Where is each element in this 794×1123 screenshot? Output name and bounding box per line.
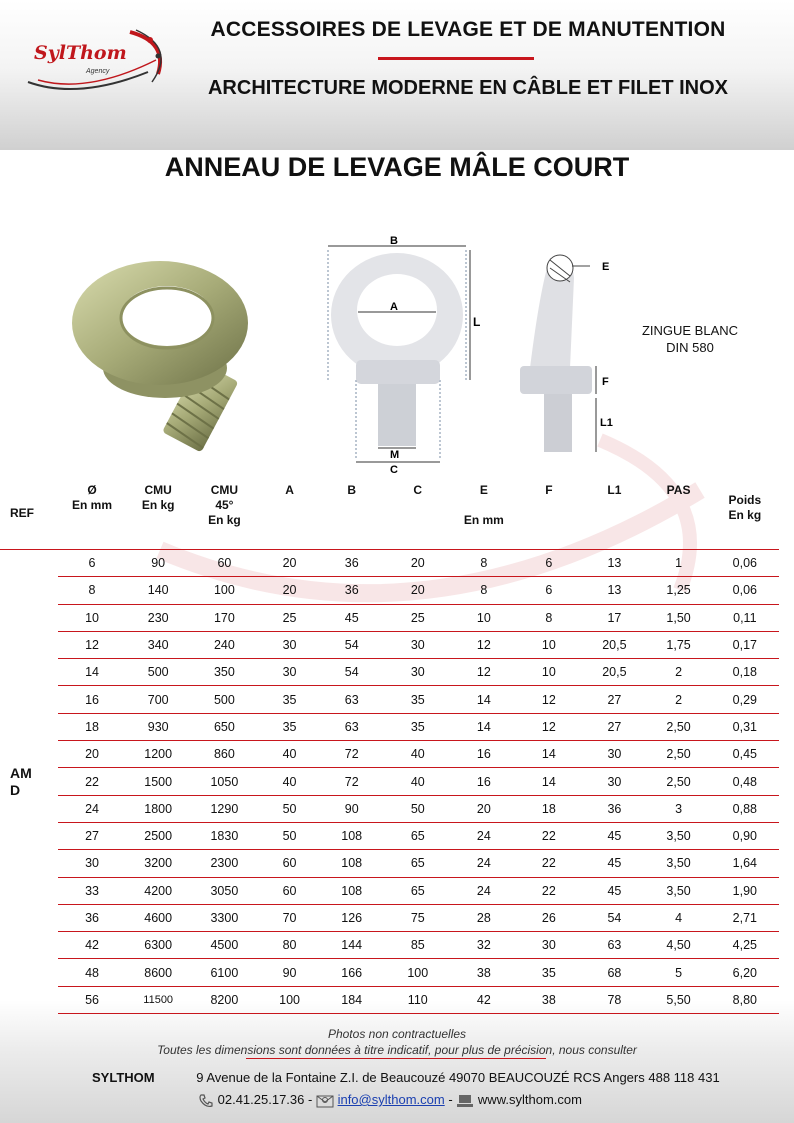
- table-cell: 8,80: [711, 986, 779, 1013]
- table-cell: 108: [320, 822, 383, 849]
- company-name: SYLTHOM: [92, 1070, 155, 1085]
- table-cell: 63: [320, 686, 383, 713]
- table-cell: 2500: [127, 822, 190, 849]
- table-cell: 12: [452, 631, 515, 658]
- column-header-line: En kg: [208, 513, 241, 527]
- table-cell: 1290: [190, 795, 259, 822]
- column-header: [711, 477, 779, 550]
- table-row: [0, 932, 779, 959]
- column-header-line: Poids: [728, 493, 762, 507]
- table-cell: 70: [259, 904, 320, 931]
- table-cell: 12: [452, 659, 515, 686]
- company-address: 9 Avenue de la Fontaine Z.I. de Beaucouzé 49070 BEAUCOUZÉ RCS Angers 488 118 431: [196, 1070, 720, 1085]
- dim-label-b: B: [390, 235, 398, 247]
- table-cell: 36: [320, 550, 383, 577]
- table-cell: 2300: [190, 850, 259, 877]
- table-cell: 90: [127, 550, 190, 577]
- table-cell: 72: [320, 768, 383, 795]
- table-row: [0, 768, 779, 795]
- side-dimension-diagram: [510, 248, 625, 458]
- table-cell: 4600: [127, 904, 190, 931]
- table-cell: 14: [515, 741, 582, 768]
- table-cell: 24: [452, 877, 515, 904]
- dim-label-a: A: [390, 301, 398, 313]
- column-header-line: E: [479, 483, 488, 497]
- column-header: [452, 477, 515, 550]
- contact-line: [198, 1092, 582, 1108]
- table-cell: 68: [582, 959, 646, 986]
- table-cell: 26: [515, 904, 582, 931]
- table-cell: 650: [190, 713, 259, 740]
- table-cell: 65: [383, 877, 452, 904]
- table-cell: 30: [383, 631, 452, 658]
- table-cell: 10: [515, 631, 582, 658]
- table-cell: 25: [259, 604, 320, 631]
- table-cell: 17: [582, 604, 646, 631]
- dim-label-l1: L1: [600, 417, 613, 429]
- table-row: [0, 577, 779, 604]
- table-cell: 10: [58, 604, 127, 631]
- table-cell: 170: [190, 604, 259, 631]
- table-cell: 16: [58, 686, 127, 713]
- table-cell: 38: [452, 959, 515, 986]
- dim-label-f: F: [602, 376, 609, 388]
- table-cell: 33: [58, 877, 127, 904]
- table-cell: 8200: [190, 986, 259, 1013]
- table-row: [0, 659, 779, 686]
- table-cell: 126: [320, 904, 383, 931]
- table-cell: 40: [259, 768, 320, 795]
- table-cell: 2,71: [711, 904, 779, 931]
- column-header-line: B: [347, 483, 357, 497]
- dim-label-e: E: [602, 261, 610, 273]
- phone-icon: [198, 1094, 214, 1108]
- table-row: [0, 604, 779, 631]
- table-cell: 72: [320, 741, 383, 768]
- table-cell: 16: [452, 768, 515, 795]
- table-cell: 4500: [190, 932, 259, 959]
- table-cell: 65: [383, 822, 452, 849]
- table-cell: 50: [383, 795, 452, 822]
- table-cell: 110: [383, 986, 452, 1013]
- table-cell: 1,75: [646, 631, 710, 658]
- table-cell: 30: [515, 932, 582, 959]
- table-cell: 40: [383, 768, 452, 795]
- table-cell: 0,88: [711, 795, 779, 822]
- table-cell: 22: [515, 877, 582, 904]
- table-cell: 35: [515, 959, 582, 986]
- table-cell: 184: [320, 986, 383, 1013]
- header-line-2: ARCHITECTURE MODERNE EN CÂBLE ET FILET INOX: [207, 77, 728, 99]
- table-cell: 0,06: [711, 550, 779, 577]
- column-header-line: En mm: [463, 513, 504, 527]
- table-cell: 20: [259, 577, 320, 604]
- column-header-line: 45°: [215, 498, 234, 512]
- table-cell: 20: [383, 577, 452, 604]
- table-cell: 8: [58, 577, 127, 604]
- table-cell: 6: [515, 550, 582, 577]
- dim-label-m: M: [390, 449, 400, 461]
- table-row: [0, 741, 779, 768]
- table-cell: 10: [515, 659, 582, 686]
- table-cell: 140: [127, 577, 190, 604]
- page-title: ANNEAU DE LEVAGE MÂLE COURT: [164, 152, 630, 182]
- table-cell: 18: [515, 795, 582, 822]
- table-header-row: [0, 477, 779, 550]
- phone-number: 02.41.25.17.36 -: [217, 1092, 313, 1107]
- table-cell: 1,25: [646, 577, 710, 604]
- table-cell: 0,06: [711, 577, 779, 604]
- table-cell: 1,90: [711, 877, 779, 904]
- table-cell: 0,29: [711, 686, 779, 713]
- column-header: [320, 477, 383, 550]
- table-cell: 22: [515, 822, 582, 849]
- table-cell: 1: [646, 550, 710, 577]
- ref-part: D: [10, 781, 21, 798]
- column-header: [515, 477, 582, 550]
- eye-bolt-photo: [55, 248, 270, 453]
- finish-line-2: DIN 580: [666, 340, 714, 355]
- header-line-1: ACCESSOIRES DE LEVAGE ET DE MANUTENTION: [210, 18, 726, 41]
- table-cell: 0,17: [711, 631, 779, 658]
- table-cell: 54: [320, 631, 383, 658]
- table-cell: 18: [58, 713, 127, 740]
- table-cell: 13: [582, 577, 646, 604]
- table-row: [0, 822, 779, 849]
- company-address-line: [92, 1070, 720, 1085]
- table-cell: 6300: [127, 932, 190, 959]
- table-cell: 2: [646, 686, 710, 713]
- table-cell: 42: [452, 986, 515, 1013]
- table-cell: 1,50: [646, 604, 710, 631]
- table-cell: 22: [58, 768, 127, 795]
- table-cell: 24: [452, 822, 515, 849]
- header-divider: [378, 57, 534, 60]
- table-cell: 1050: [190, 768, 259, 795]
- table-cell: 144: [320, 932, 383, 959]
- table-cell: 3,50: [646, 822, 710, 849]
- table-cell: 1500: [127, 768, 190, 795]
- footer-divider: [246, 1058, 546, 1059]
- table-cell: 0,11: [711, 604, 779, 631]
- table-cell: 700: [127, 686, 190, 713]
- table-cell: 14: [515, 768, 582, 795]
- table-cell: 75: [383, 904, 452, 931]
- table-cell: 8: [452, 550, 515, 577]
- table-cell: 78: [582, 986, 646, 1013]
- table-cell: 1830: [190, 822, 259, 849]
- table-cell: 12: [515, 713, 582, 740]
- logo-text: SylThom: [34, 42, 127, 64]
- table-cell: 4,25: [711, 932, 779, 959]
- mail-icon: [316, 1094, 334, 1108]
- column-header-line: [452, 498, 515, 513]
- table-cell: 60: [259, 850, 320, 877]
- table-cell: 0,18: [711, 659, 779, 686]
- table-cell: 3,50: [646, 850, 710, 877]
- column-header-line: A: [285, 483, 294, 497]
- table-cell: 35: [383, 713, 452, 740]
- table-cell: 50: [259, 795, 320, 822]
- table-cell: 80: [259, 932, 320, 959]
- table-cell: 30: [582, 741, 646, 768]
- column-header: [127, 477, 190, 550]
- table-cell: 27: [58, 822, 127, 849]
- front-dimension-diagram: [322, 230, 490, 475]
- table-cell: 13: [582, 550, 646, 577]
- table-cell: 35: [383, 686, 452, 713]
- table-cell: 85: [383, 932, 452, 959]
- table-cell: 30: [582, 768, 646, 795]
- table-cell: 12: [515, 686, 582, 713]
- table-cell: 500: [190, 686, 259, 713]
- table-cell: 0,48: [711, 768, 779, 795]
- column-header: [259, 477, 320, 550]
- table-cell: 45: [582, 822, 646, 849]
- website: www.sylthom.com: [477, 1092, 582, 1107]
- ref-part: AM: [10, 764, 32, 781]
- table-cell: 2: [646, 659, 710, 686]
- table-cell: 8: [515, 604, 582, 631]
- column-header-line: PAS: [666, 483, 691, 497]
- table-cell: 50: [259, 822, 320, 849]
- table-cell: 14: [452, 713, 515, 740]
- column-header: [190, 477, 259, 550]
- table-cell: 30: [58, 850, 127, 877]
- table-cell: 3,50: [646, 877, 710, 904]
- ref-cell: [0, 550, 58, 1014]
- table-cell: 56: [58, 986, 127, 1013]
- table-cell: 45: [582, 877, 646, 904]
- column-header-line: CMU: [144, 483, 172, 497]
- table-cell: 35: [259, 686, 320, 713]
- table-cell: 100: [383, 959, 452, 986]
- table-cell: 100: [190, 577, 259, 604]
- column-header: [383, 477, 452, 550]
- disclaimer-dimensions: Toutes les dimensions sont données à titre indicatif, pour plus de précision, nous consulter: [157, 1043, 637, 1057]
- table-cell: 0,90: [711, 822, 779, 849]
- table-cell: 11500: [127, 986, 190, 1013]
- computer-icon: [456, 1094, 474, 1108]
- column-header-line: L1: [607, 483, 622, 497]
- table-cell: 20: [259, 550, 320, 577]
- table-cell: 3300: [190, 904, 259, 931]
- table-cell: 100: [259, 986, 320, 1013]
- finish-spec: [640, 322, 740, 356]
- dim-label-c: C: [390, 464, 398, 475]
- column-header-line: En kg: [141, 498, 175, 512]
- table-cell: 14: [58, 659, 127, 686]
- table-cell: 8600: [127, 959, 190, 986]
- table-cell: 45: [320, 604, 383, 631]
- table-cell: 30: [383, 659, 452, 686]
- table-cell: 63: [582, 932, 646, 959]
- table-cell: 20: [58, 741, 127, 768]
- logo-subtitle: Agency: [86, 68, 110, 75]
- table-row: [0, 877, 779, 904]
- table-cell: 2,50: [646, 768, 710, 795]
- table-cell: 36: [582, 795, 646, 822]
- table-cell: 2,50: [646, 741, 710, 768]
- table-cell: 3: [646, 795, 710, 822]
- table-cell: 108: [320, 850, 383, 877]
- table-cell: 500: [127, 659, 190, 686]
- table-row: [0, 904, 779, 931]
- table-cell: 27: [582, 686, 646, 713]
- dim-label-l: L: [473, 315, 481, 329]
- table-row: [0, 631, 779, 658]
- table-cell: 5,50: [646, 986, 710, 1013]
- column-header-line: C: [413, 483, 423, 497]
- table-cell: 1200: [127, 741, 190, 768]
- table-cell: 108: [320, 877, 383, 904]
- table-cell: 10: [452, 604, 515, 631]
- table-cell: 14: [452, 686, 515, 713]
- table-cell: 54: [582, 904, 646, 931]
- table-row: [0, 686, 779, 713]
- column-header-line: En kg: [728, 508, 762, 522]
- table-cell: 350: [190, 659, 259, 686]
- table-cell: 30: [259, 631, 320, 658]
- table-cell: 0,31: [711, 713, 779, 740]
- table-row: [0, 550, 779, 577]
- table-cell: 4,50: [646, 932, 710, 959]
- table-cell: 28: [452, 904, 515, 931]
- table-cell: 24: [58, 795, 127, 822]
- table-cell: 6: [515, 577, 582, 604]
- column-header: [582, 477, 646, 550]
- table-row: [0, 850, 779, 877]
- table-row: [0, 713, 779, 740]
- table-cell: 6,20: [711, 959, 779, 986]
- column-header: [58, 477, 127, 550]
- table-cell: 6100: [190, 959, 259, 986]
- table-cell: 25: [383, 604, 452, 631]
- table-cell: 2,50: [646, 713, 710, 740]
- table-cell: 32: [452, 932, 515, 959]
- table-cell: 230: [127, 604, 190, 631]
- table-body: [0, 550, 779, 1014]
- table-cell: 860: [190, 741, 259, 768]
- table-row: [0, 986, 779, 1013]
- table-cell: 90: [259, 959, 320, 986]
- table-cell: 38: [515, 986, 582, 1013]
- table-cell: 0,45: [711, 741, 779, 768]
- table-cell: 60: [190, 550, 259, 577]
- table-cell: 24: [452, 850, 515, 877]
- table-cell: 16: [452, 741, 515, 768]
- table-cell: 35: [259, 713, 320, 740]
- table-cell: 22: [515, 850, 582, 877]
- table-row: [0, 795, 779, 822]
- table-cell: 1,64: [711, 850, 779, 877]
- table-cell: 20,5: [582, 631, 646, 658]
- finish-line-1: ZINGUE BLANC: [641, 323, 739, 338]
- table-cell: 166: [320, 959, 383, 986]
- table-cell: 8: [452, 577, 515, 604]
- contact-separator: -: [448, 1092, 453, 1107]
- table-cell: 20: [452, 795, 515, 822]
- table-cell: 20,5: [582, 659, 646, 686]
- table-cell: 3200: [127, 850, 190, 877]
- column-header: [0, 477, 58, 550]
- table-cell: 36: [320, 577, 383, 604]
- table-cell: 4200: [127, 877, 190, 904]
- table-cell: 930: [127, 713, 190, 740]
- table-cell: 42: [58, 932, 127, 959]
- table-cell: 4: [646, 904, 710, 931]
- email-link[interactable]: info@sylthom.com: [337, 1092, 445, 1107]
- table-cell: 6: [58, 550, 127, 577]
- table-cell: 40: [259, 741, 320, 768]
- table-cell: 45: [582, 850, 646, 877]
- table-cell: 1800: [127, 795, 190, 822]
- table-cell: 60: [259, 877, 320, 904]
- table-cell: 65: [383, 850, 452, 877]
- column-header-line: Ø: [87, 483, 97, 497]
- table-cell: 12: [58, 631, 127, 658]
- column-header-line: En mm: [72, 498, 113, 512]
- table-cell: 5: [646, 959, 710, 986]
- column-header-line: REF: [10, 505, 34, 520]
- column-header-line: F: [545, 483, 553, 497]
- disclaimer-photos: Photos non contractuelles: [327, 1027, 467, 1041]
- column-header: [646, 477, 710, 550]
- table-cell: 340: [127, 631, 190, 658]
- column-header-line: CMU: [210, 483, 239, 497]
- table-cell: 63: [320, 713, 383, 740]
- table-cell: 240: [190, 631, 259, 658]
- table-cell: 48: [58, 959, 127, 986]
- table-cell: 27: [582, 713, 646, 740]
- table-cell: 30: [259, 659, 320, 686]
- table-cell: 3050: [190, 877, 259, 904]
- table-cell: 90: [320, 795, 383, 822]
- specifications-table: [0, 477, 779, 1014]
- table-cell: 20: [383, 550, 452, 577]
- table-cell: 54: [320, 659, 383, 686]
- table-cell: 36: [58, 904, 127, 931]
- table-cell: 40: [383, 741, 452, 768]
- table-row: [0, 959, 779, 986]
